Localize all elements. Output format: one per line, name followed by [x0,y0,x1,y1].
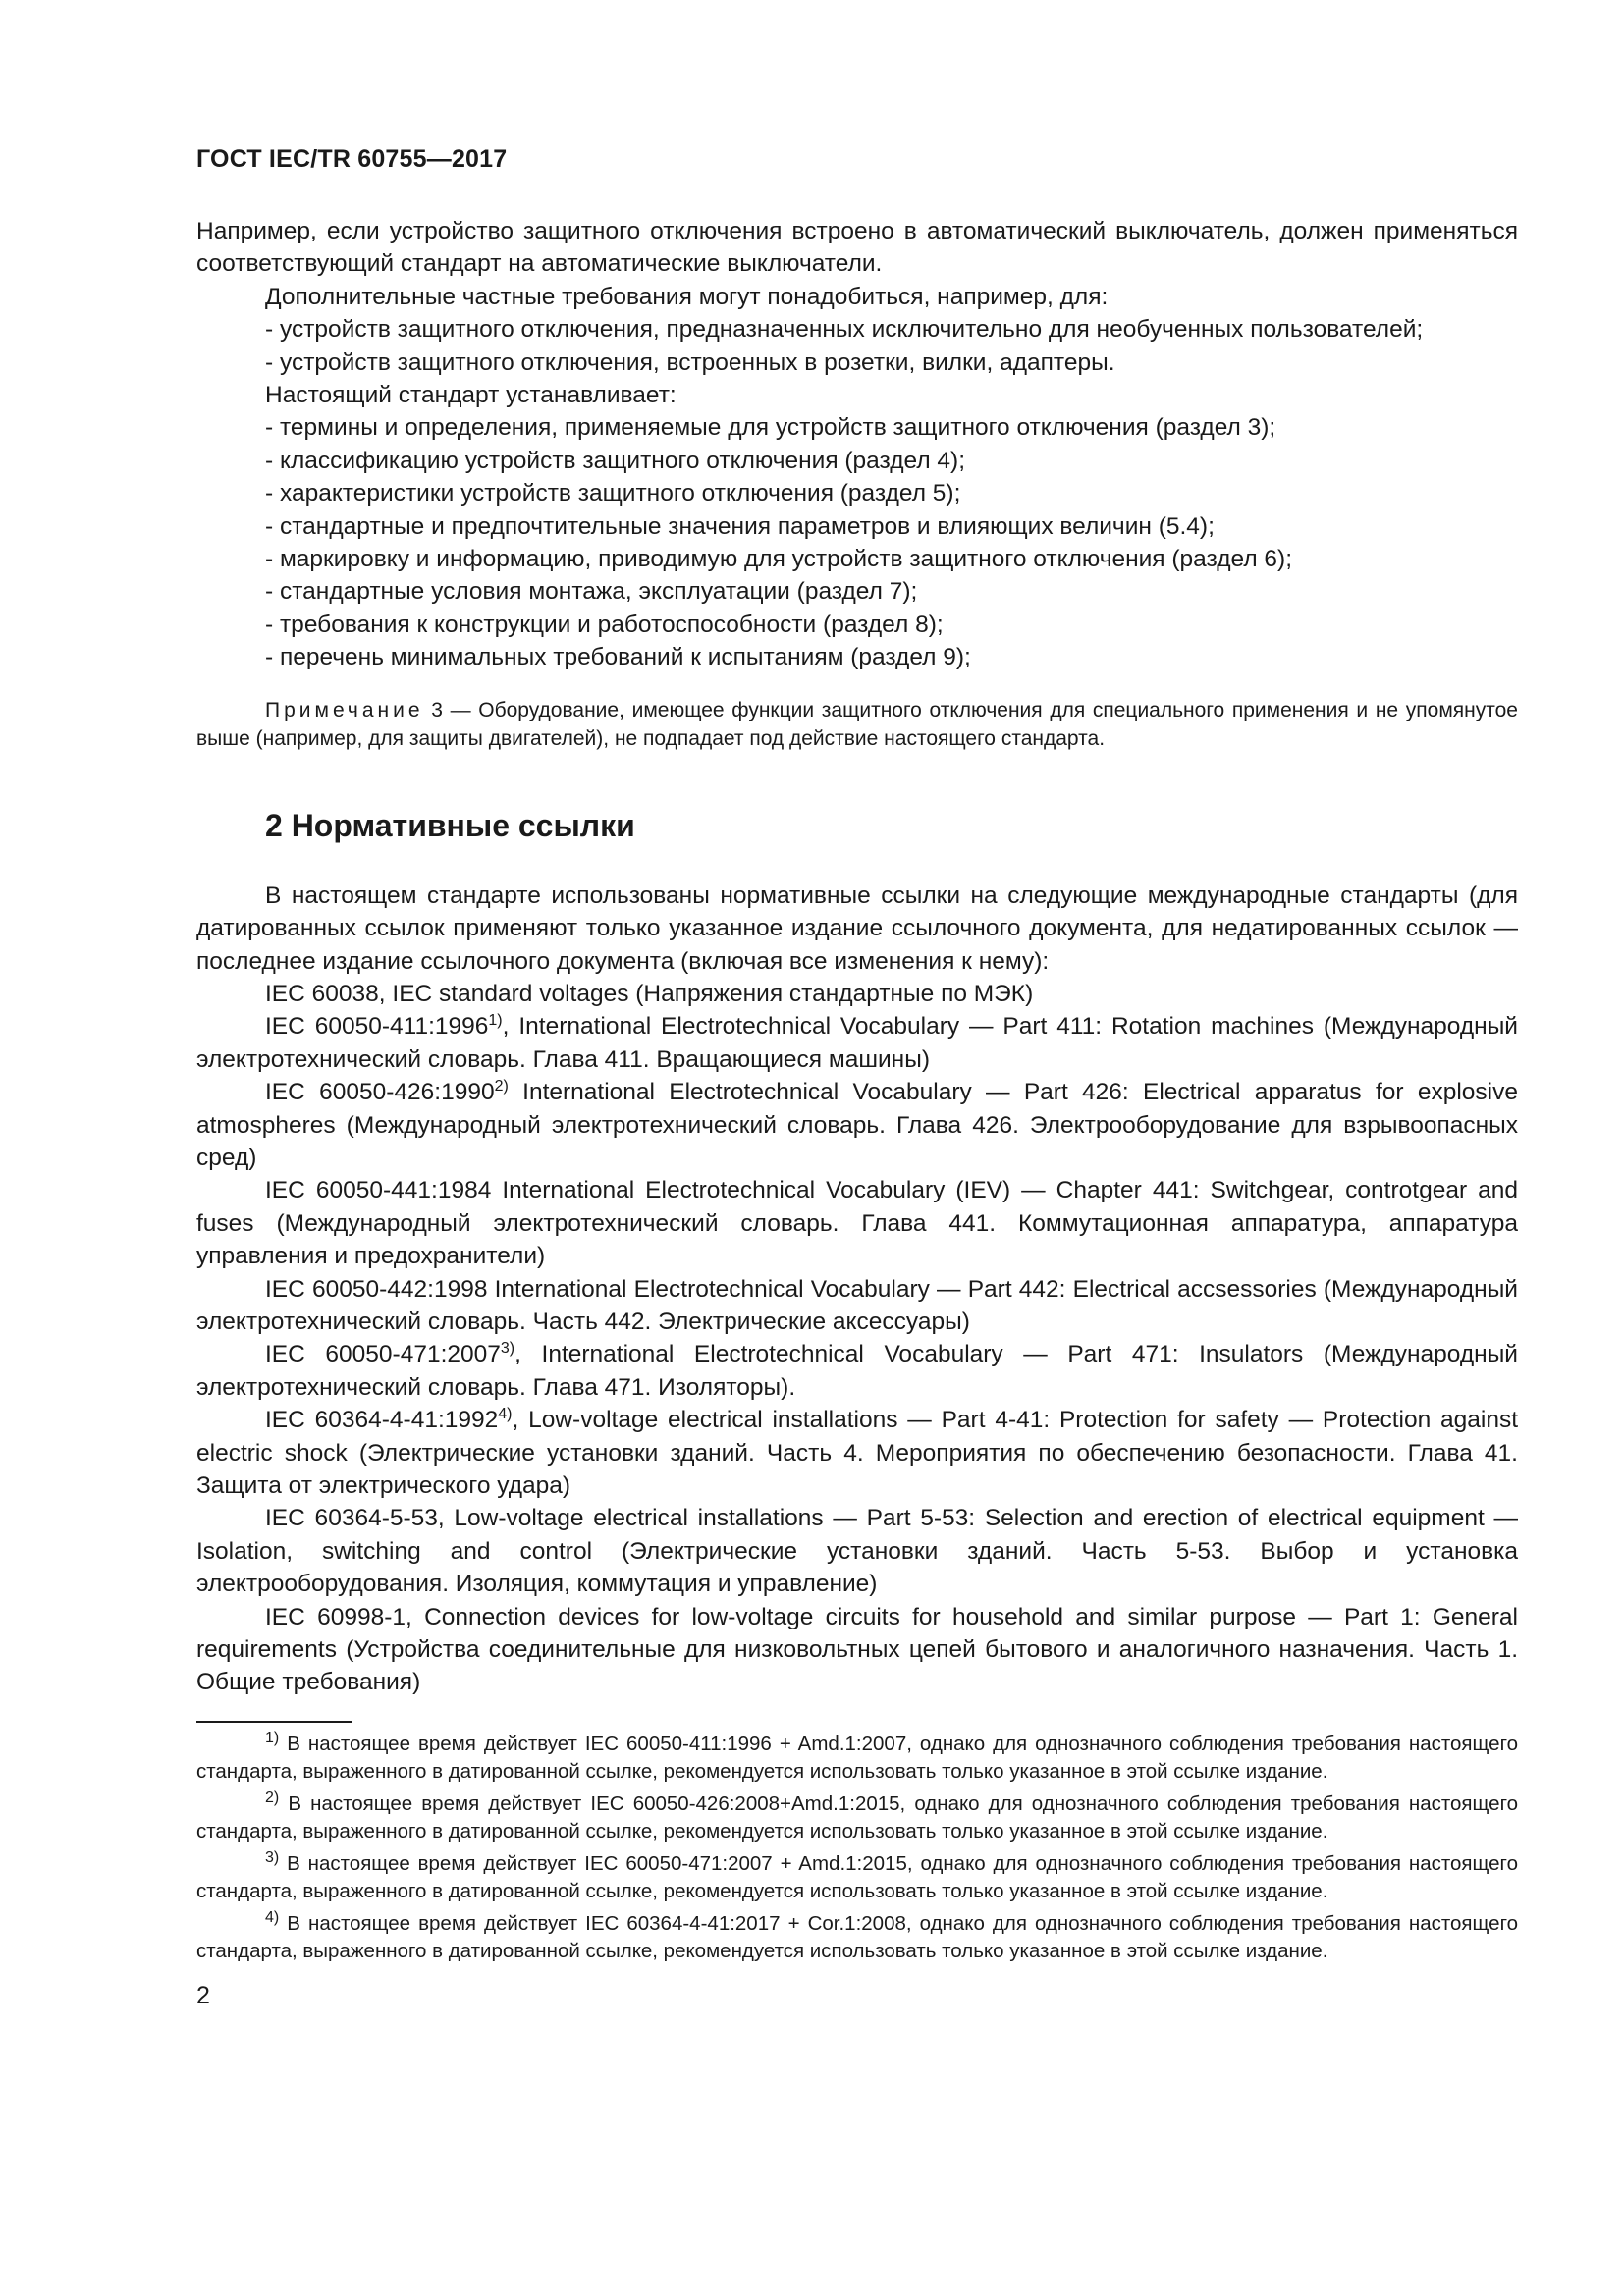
footnote-mark: 4) [265,1909,280,1927]
reference-title: , Low-voltage electrical installations — Part 4-41: Protection for safety — Protection against electric shock (Электрические установки зданий. Часть 4. Мероприятия по обеспечению безопасности. Глава 41. Защита от электрического удара) [196,1407,1519,1499]
note-text: 3 — Оборудование, имеющее функции защитного отключения для специального применения и не упомянутое выше (например, для защиты двигателей), не подпадает под действие настоящего стандарта. [196,698,1518,750]
reference-code: IEC 60998-1 [265,1603,406,1630]
reference-title: , International Electrotechnical Vocabulary — Part 471: Insulators (Международный электротехнический словарь. Глава 471. Изоляторы). [196,1341,1518,1401]
footnote-ref[interactable]: 1) [488,1012,503,1030]
reference-code: IEC 60038 [265,980,379,1007]
reference-item [196,1010,1518,1076]
section-title: 2 Нормативные ссылки [265,807,635,843]
footnote-mark: 3) [265,1849,280,1867]
document-page [196,145,1518,2010]
footnote-text: В настоящее время действует IEC 60050-411:1996 + Amd.1:2007, однако для однозначного соблюдения требования настоящего стандарта, выраженного в датированной ссылке, рекомендуется использовать только указанное в этой ссылке издание. [196,1732,1518,1784]
footnote-text: В настоящее время действует IEC 60050-471:2007 + Amd.1:2015, однако для однозначного соблюдения требования настоящего стандарта, выраженного в датированной ссылке, рекомендуется использовать только указанное в этой ссылке издание. [196,1851,1518,1903]
scope-list-item: - стандартные условия монтажа, эксплуатации (раздел 7); [265,578,918,606]
reference-item [196,1338,1518,1404]
reference-code: IEC 60050-426:1990 [265,1079,495,1106]
footnote-divider [196,1721,352,1723]
reference-title: , Connection devices for low-voltage circuits for household and similar purpose — Part 1: General requirements (Устройства соединительные для низковольтных цепей бытового и аналогичного назначения. Часть 1. Общие требования) [196,1603,1518,1696]
scope-list-item: - характеристики устройств защитного отключения (раздел 5); [265,480,961,507]
footnote-mark: 1) [265,1730,280,1747]
reference-title: , International Electrotechnical Vocabulary — Part 411: Rotation machines (Международный электротехнический словарь. Глава 411. Вращающиеся машины) [196,1013,1518,1073]
references-intro: В настоящем стандарте использованы нормативные ссылки на следующие международные стандарты (для датированных ссылок применяют только указанное издание ссылочного документа, для недатированных ссылок — последнее издание ссылочного документа (включая все изменения к нему): [196,881,1518,975]
footnote-mark: 2) [265,1789,280,1807]
reference-code: IEC 60364-4-41:1992 [265,1407,499,1434]
reference-title: International Electrotechnical Vocabulary — Part 442: Electrical accsessories (Международный электротехнический словарь. Часть 442. Электрические аксессуары) [196,1275,1518,1335]
footnote-text: В настоящее время действует IEC 60364-4-41:2017 + Cor.1:2008, однако для однозначного соблюдения требования настоящего стандарта, выраженного в датированной ссылке, рекомендуется использовать только указанное в этой ссылке издание. [196,1911,1518,1963]
reference-code: IEC 60050-411:1996 [265,1013,489,1041]
scope-list-item: - классификацию устройств защитного отключения (раздел 4); [265,447,966,474]
reference-title: International Electrotechnical Vocabulary (IEV) — Chapter 441: Switchgear, controtgear and fuses (Международный электротехнический словарь. Глава 441. Коммутационная аппаратура, аппаратура управления и предохранители) [196,1177,1519,1270]
reference-item [196,978,1518,1010]
reference-item [196,1174,1518,1272]
scope-list-item: - термины и определения, применяемые для устройств защитного отключения (раздел 3); [265,414,1276,442]
footnotes [196,1731,1518,1966]
footnote-ref[interactable]: 2) [494,1077,509,1095]
reference-item [196,1601,1518,1699]
reference-item [196,1273,1518,1339]
reference-item [196,1076,1518,1174]
page-number: 2 [196,1981,210,2009]
intro-paragraph: Например, если устройство защитного отключения встроено в автоматический выключатель, должен применяться соответствующий стандарт на автоматические выключатели. [196,218,1518,278]
scope-list-item: - маркировку и информацию, приводимую для устройств защитного отключения (раздел 6); [265,546,1293,573]
reference-item [196,1502,1518,1600]
reference-title: International Electrotechnical Vocabulary — Part 426: Electrical apparatus for explosive atmospheres (Международный электротехнический словарь. Глава 426. Электрооборудование для взрывоопасных сред) [196,1079,1518,1171]
document-header: ГОСТ IEC/TR 60755—2017 [196,145,508,173]
intro-paragraph: - устройств защитного отключения, предназначенных исключительно для необученных пользователей; [265,316,1424,344]
intro-section [196,215,1518,674]
footnote-text: В настоящее время действует IEC 60050-426:2008+Amd.1:2015, однако для однозначного соблюдения требования настоящего стандарта, выраженного в датированной ссылке, рекомендуется использовать только указанное в этой ссылке издание. [196,1791,1518,1843]
footnote [196,1910,1518,1966]
reference-code: IEC 60050-442:1998 [265,1275,488,1303]
intro-paragraph: - устройств защитного отключения, встроенных в розетки, вилки, адаптеры. [265,348,1115,376]
footnote-ref[interactable]: 3) [500,1340,515,1358]
footnote-ref[interactable]: 4) [498,1406,513,1423]
footnote [196,1850,1518,1906]
footnote [196,1790,1518,1846]
note-3 [196,696,1518,753]
intro-paragraph: Дополнительные частные требования могут понадобиться, например, для: [265,283,1109,310]
reference-item [196,1404,1518,1502]
footnote [196,1731,1518,1787]
intro-paragraph: Настоящий стандарт устанавливает: [265,382,677,409]
reference-code: IEC 60364-5-53 [265,1505,438,1532]
reference-title: , IEC standard voltages (Напряжения стандартные по МЭК) [378,980,1034,1007]
reference-code: IEC 60050-441:1984 [265,1177,492,1204]
references-section [196,880,1518,1699]
note-label: Примечание [265,698,424,721]
scope-list-item: - стандартные и предпочтительные значения параметров и влияющих величин (5.4); [265,512,1215,540]
reference-code: IEC 60050-471:2007 [265,1341,501,1368]
reference-title: , Low-voltage electrical installations — Part 5-53: Selection and erection of electrical equipment — Isolation, switching and control (Электрические установки зданий. Часть 5-53. Выбор и установка электрооборудования. Изоляция, коммутация и управление) [196,1505,1518,1598]
scope-list-item: - перечень минимальных требований к испытаниям (раздел 9); [265,644,971,671]
scope-list-item: - требования к конструкции и работоспособности (раздел 8); [265,611,944,638]
